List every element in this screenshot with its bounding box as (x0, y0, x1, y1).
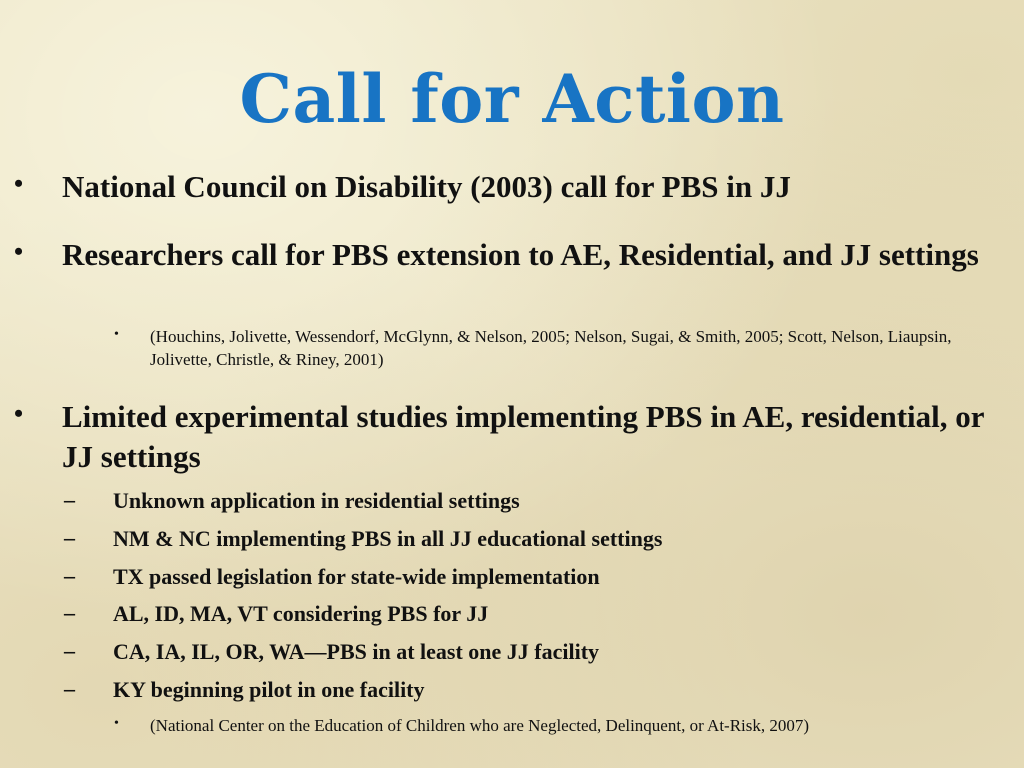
dash-mark: – (64, 600, 75, 625)
bullet-1-text: National Council on Disability (2003) call for PBS in JJ (62, 169, 791, 204)
bullet-mark: • (114, 327, 119, 342)
sub-item-text: Unknown application in residential settings (113, 488, 520, 513)
sub-item-text: TX passed legislation for state-wide implementation (113, 564, 600, 589)
dash-mark: – (64, 638, 75, 663)
bullet-3-text: Limited experimental studies implementing PBS in AE, residential, or JJ settings (62, 399, 984, 474)
dash-mark: – (64, 525, 75, 550)
slide-title: Call for Action (239, 60, 785, 138)
dash-mark: – (64, 563, 75, 588)
sub-item-text: NM & NC implementing PBS in all JJ educational settings (113, 526, 663, 551)
sub-item-text: AL, ID, MA, VT considering PBS for JJ (113, 601, 489, 626)
bullet-mark: • (114, 716, 119, 731)
sub-item-text: KY beginning pilot in one facility (113, 677, 425, 702)
bullet-3-citation-text: (National Center on the Education of Children who are Neglected, Delinquent, or At-Risk, 2007) (150, 716, 810, 735)
bullet-mark: • (14, 399, 24, 428)
dash-mark: – (64, 487, 75, 512)
bullet-2-citation-text: (Houchins, Jolivette, Wessendorf, McGlynn, & Nelson, 2005; Nelson, Sugai, & Smith, 2005; Scott, Nelson, Liaupsin, Jolivette, Christle, & Riney, 2001) (150, 327, 952, 369)
dash-mark: – (64, 676, 75, 701)
bullet-2-text: Researchers call for PBS extension to AE, Residential, and JJ settings (62, 237, 979, 272)
bullet-mark: • (14, 237, 24, 266)
bullet-mark: • (14, 169, 24, 198)
sub-item-text: CA, IA, IL, OR, WA—PBS in at least one JJ facility (113, 639, 600, 664)
